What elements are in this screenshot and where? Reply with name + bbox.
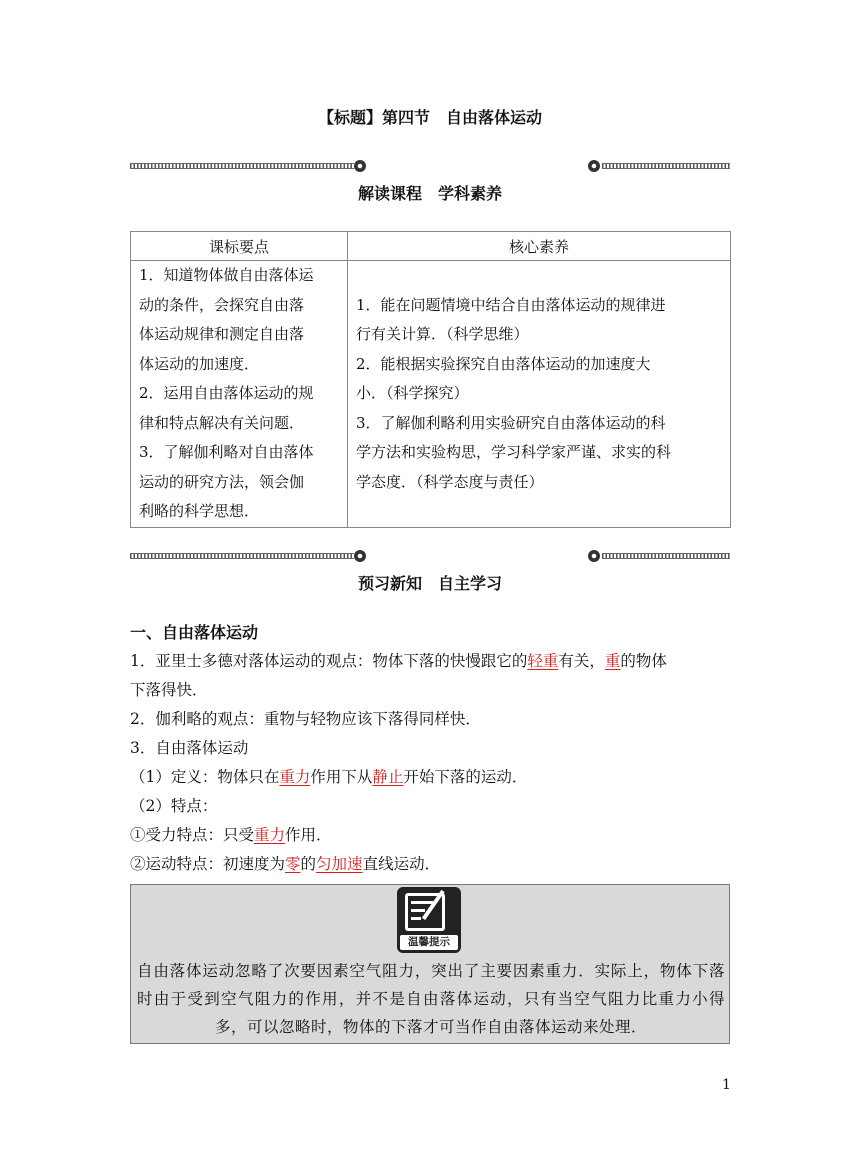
paragraph-features: （2）特点：: [130, 797, 218, 815]
table-line: 2．能根据实验探究自由落体运动的加速度大: [356, 354, 651, 373]
curriculum-table: [130, 231, 731, 528]
paragraph-aristotle: 1．亚里士多德对落体运动的观点：物体下落的快慢跟它的轻重有关，重的物体: [130, 652, 667, 670]
table-header-right: 核心素养: [348, 232, 731, 261]
page-number: 1: [722, 1077, 731, 1093]
section-heading-preview: 预习新知 自主学习: [357, 574, 502, 593]
answer-blank: 重力: [279, 768, 311, 786]
table-cell-right: [348, 261, 731, 528]
table-line: 1．能在问题情境中结合自由落体运动的规律进: [356, 295, 666, 314]
table-line: 利略的科学思想．: [139, 502, 260, 520]
table-line: 律和特点解决有关问题．: [139, 413, 305, 432]
answer-blank: 零: [285, 855, 301, 873]
answer-blank: 重: [604, 652, 621, 670]
table-cell-left: [131, 261, 348, 528]
content-body: [130, 618, 740, 879]
table-line: 动的条件，会探究自由落: [139, 295, 305, 314]
table-line: 体运动的加速度．: [139, 354, 260, 373]
table-line: 2．运用自由落体运动的规: [139, 384, 314, 402]
table-line: 3．了解伽利略对自由落体: [139, 443, 314, 461]
section-divider: [130, 160, 730, 174]
table-line: 体运动规律和测定自由落: [139, 325, 305, 343]
tip-text: 自由落体运动忽略了次要因素空气阻力，突出了主要因素重力．实际上，物体下落时由于受到空气阻力的作用，并不是自由落体运动，只有当空气阻力比重力小得多，可以忽略时，物体的下落才可当作自由落体运动来处理．: [137, 962, 725, 1036]
section-heading-course: 解读课程 学科素养: [357, 184, 502, 203]
paragraph-free-fall: 3．自由落体运动: [130, 739, 249, 757]
answer-blank: 匀加速: [316, 855, 363, 873]
paragraph-aristotle-cont: 下落得快．: [130, 681, 208, 699]
answer-blank: 重力: [254, 826, 286, 844]
paragraph-force: ①受力特点：只受重力作用．: [130, 826, 332, 844]
answer-blank: 轻重: [527, 652, 559, 670]
table-line: 学方法和实验构思，学习科学家严谨、求实的科: [356, 443, 672, 461]
paragraph-definition: （1）定义：物体只在重力作用下从静止开始下落的运动．: [130, 768, 528, 786]
table-line: 小．（科学探究）: [356, 384, 469, 402]
table-line: 行有关计算．（科学思维）: [356, 325, 529, 343]
tip-label: 温馨提示: [400, 935, 458, 950]
table-line: 3．了解伽利略利用实验研究自由落体运动的科: [356, 413, 666, 432]
section-divider: [130, 550, 730, 564]
page-title: 【标题】第四节 自由落体运动: [317, 108, 542, 127]
note-icon: [397, 887, 461, 953]
subsection-heading: 一、自由落体运动: [130, 623, 259, 642]
table-header-left: 课标要点: [131, 232, 348, 261]
paragraph-galileo: 2．伽利略的观点：重物与轻物应该下落得同样快．: [130, 710, 481, 728]
table-line: 运动的研究方法，领会伽: [139, 472, 305, 491]
table-line: 1．知道物体做自由落体运: [139, 266, 314, 284]
paragraph-motion: ②运动特点：初速度为零的匀加速直线运动．: [130, 855, 441, 873]
answer-blank: 静止: [372, 768, 404, 786]
tip-box: [130, 884, 730, 1044]
table-line: 学态度．（科学态度与责任）: [356, 472, 544, 491]
